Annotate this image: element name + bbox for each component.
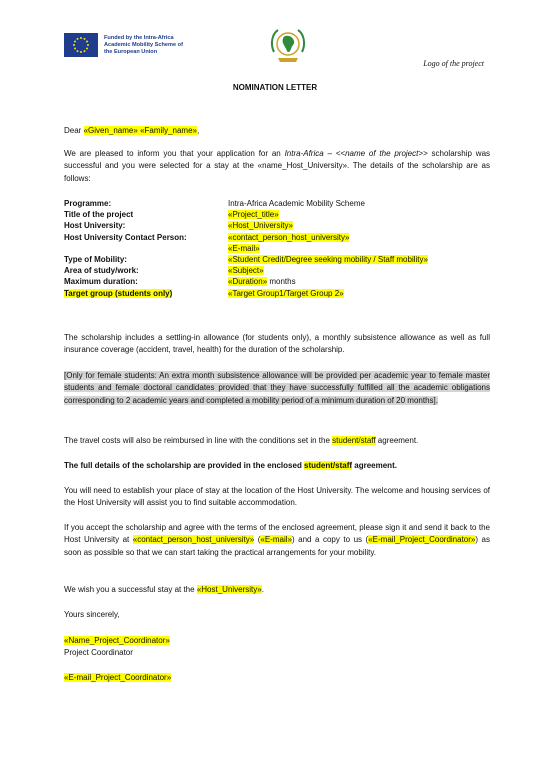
wish-text: We wish you a successful stay at the (64, 585, 197, 594)
intro-paragraph (64, 148, 490, 185)
detail-value: «Target Group1/Target Group 2» (228, 288, 344, 298)
travel-costs-paragraph (64, 435, 490, 447)
detail-suffix: months (267, 277, 296, 287)
eu-flag-icon (64, 33, 98, 57)
greeting-prefix: Dear (64, 126, 84, 135)
full-details-text: The full details of the scholarship are provided in the enclosed (64, 461, 305, 470)
detail-row (64, 243, 490, 254)
detail-value: «Project_title» (228, 210, 279, 220)
greeting (64, 125, 490, 137)
coordinator-email-placeholder: «E-mail_Project_Coordinator» (64, 673, 172, 682)
acceptance-text: ( (254, 535, 261, 545)
family-name-field: «Family_name» (140, 126, 197, 135)
african-union-emblem-icon (268, 22, 308, 68)
agreement-type-placeholder: student/staff (304, 461, 353, 470)
detail-row (64, 288, 490, 299)
eu-funding-logo (64, 33, 183, 57)
detail-label: Type of Mobility: (64, 255, 127, 265)
allowance-paragraph: The scholarship includes a settling-in allowance (for students only), a monthly subsistence allowance as well as full insurance coverage (accident, travel, health) for the duration of the scholarship. (64, 333, 490, 355)
detail-row (64, 209, 490, 220)
detail-label: Maximum duration: (64, 277, 138, 287)
detail-value: «E-mail» (228, 243, 260, 253)
detail-label: Target group (students only) (64, 288, 173, 298)
acceptance-paragraph (64, 522, 490, 559)
coordinator-email-line (64, 672, 490, 684)
detail-label: Programme: (64, 199, 112, 208)
eu-funding-text (104, 35, 183, 56)
closing: Yours sincerely, (64, 610, 120, 619)
coordinator-role: Project Coordinator (64, 648, 133, 658)
full-details-suffix: agreement. (352, 461, 397, 470)
full-details-paragraph (64, 460, 490, 472)
detail-value: Intra-Africa Academic Mobility Scheme (228, 199, 365, 208)
detail-row (64, 265, 490, 276)
detail-label (64, 243, 228, 254)
eu-logo-line: the European Union (104, 48, 158, 55)
intro-text-continued: scholarship was successful and you were selected for a stay at the «name_Host_University». The details of the scholarship are as follows: (64, 149, 491, 183)
given-name-field: «Given_name» (83, 126, 138, 135)
acceptance-text: If you accept the scholarship and agree with the terms of the enclosed agreement, please sign it and send it back to the Host University at (64, 523, 490, 545)
female-students-paragraph (64, 370, 490, 407)
accommodation-paragraph: You will need to establish your place of stay at the location of the Host University. The welcome and housing services of the Host University will assist you to find suitable accommodation. (64, 486, 490, 508)
detail-row (64, 254, 490, 265)
detail-value: «Student Credit/Degree seeking mobility / Staff mobility» (228, 255, 428, 265)
detail-row (64, 276, 490, 287)
eu-logo-line: Funded by the Intra-Africa (104, 34, 174, 41)
acceptance-text: ) and a copy to us ( (291, 535, 369, 545)
wish-suffix: . (261, 585, 264, 594)
host-contact-placeholder: «contact_person_host_university» (132, 535, 255, 545)
intro-text: We are pleased to inform you that your application for an (64, 149, 285, 158)
greeting-suffix: , (196, 126, 200, 135)
project-name-placeholder: Intra-Africa – <<name of the project>> (284, 149, 428, 158)
detail-value: «contact_person_host_university» (228, 232, 350, 242)
document-title: NOMINATION LETTER (232, 83, 318, 92)
detail-label: Title of the project (64, 210, 134, 220)
eu-logo-line: Academic Mobility Scheme of (104, 41, 183, 48)
travel-text: The travel costs will also be reimbursed in line with the conditions set in the (64, 436, 333, 445)
female-students-text: [Only for female students: An extra month subsistence allowance will be provided per academic year to female master students and female doctoral candidates provided that they have successfully fulfilled all the academic obligations corresponding to 2 academic years and completed a mobility period of a minimum duration of 20 months]. (64, 371, 490, 405)
detail-label: Host University Contact Person: (64, 232, 187, 242)
detail-row (64, 198, 490, 209)
detail-value: «Duration» (228, 277, 268, 287)
signature-block (64, 635, 490, 660)
detail-value: «Subject» (228, 266, 264, 276)
travel-suffix: agreement. (375, 436, 419, 445)
host-email-placeholder: «E-mail» (260, 535, 292, 545)
coordinator-email-placeholder: «E-mail_Project_Coordinator» (368, 535, 476, 545)
detail-row (64, 232, 490, 243)
detail-label: Host University: (64, 221, 126, 231)
agreement-type-placeholder: student/staff (332, 436, 376, 445)
detail-row (64, 220, 490, 231)
detail-label: Area of study/work: (64, 266, 139, 276)
acceptance-text: ) as soon as possible so that we can start taking the practical arrangements for your mobility. (64, 535, 491, 557)
coordinator-name-placeholder: «Name_Project_Coordinator» (64, 636, 170, 645)
scholarship-details-table (64, 198, 490, 299)
detail-value: «Host_University» (228, 221, 293, 231)
wish-paragraph (64, 584, 490, 596)
host-university-placeholder: «Host_University» (196, 585, 262, 594)
project-logo-placeholder: Logo of the project (423, 59, 484, 68)
